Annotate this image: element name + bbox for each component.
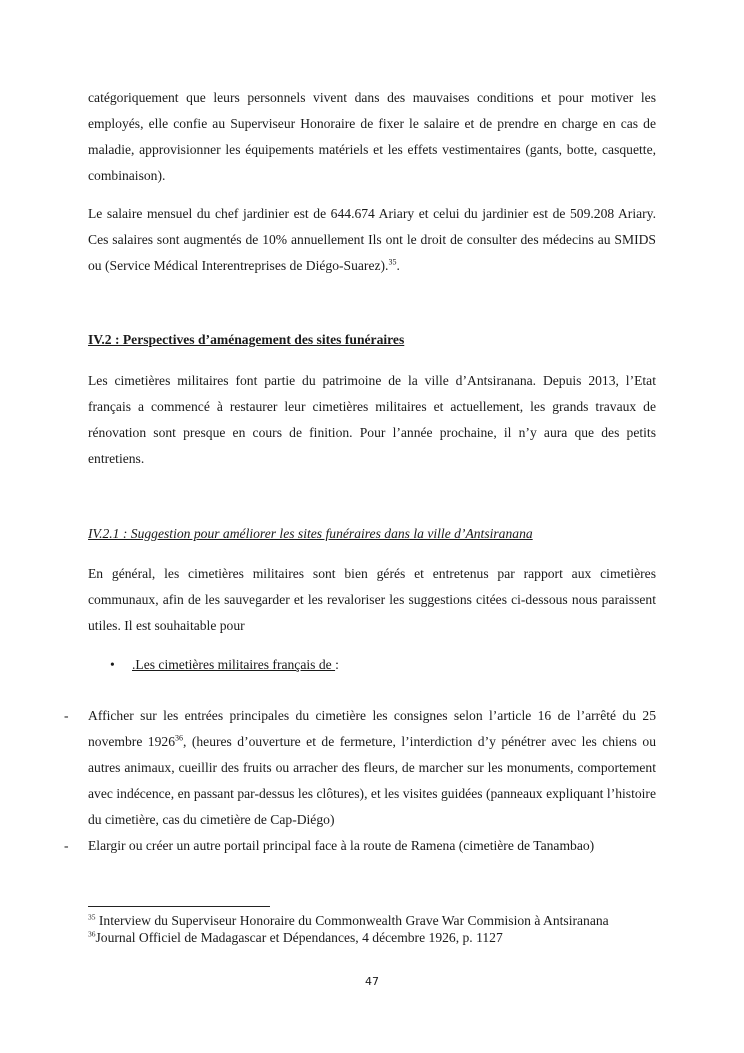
- paragraph-1: catégoriquement que leurs personnels vivent dans des mauvaises conditions et pour motiver les employés, elle confie au Superviseur Honoraire de fixer le salaire et de prendre en charge en cas de maladie, approvisionner les équipements matériels et les effets vestimentaires (gants, botte, casquette, combinaison).: [88, 90, 656, 183]
- footnote-separator: [88, 906, 270, 907]
- footnotes: [88, 912, 648, 946]
- paragraph-2-text: Le salaire mensuel du chef jardinier est de 644.674 Ariary et celui du jardinier est de 509.208 Ariary. Ces salaires sont augmentés de 10% annuellement Ils ont le droit de consulter des médecins au SMIDS ou (Service Médical Interentreprises de Diégo-Suarez).: [88, 206, 656, 273]
- list-item-text: Elargir ou créer un autre portail principal face à la route de Ramena (cimetière de Tanambao): [88, 838, 595, 853]
- list-item: [64, 703, 656, 833]
- list-item: [64, 833, 656, 859]
- paragraph-2: [88, 201, 656, 279]
- bullet-item: [110, 657, 339, 673]
- section-heading-iv2: IV.2 : Perspectives d’aménagement des sites funéraires: [88, 332, 405, 347]
- bullet-icon: •: [110, 657, 115, 672]
- dash-marker: -: [64, 838, 69, 853]
- list-item-text: Afficher sur les entrées principales du cimetière les consignes selon l’article 16 de l’arrêté du 25 novembre 1926: [88, 708, 656, 749]
- paragraph-3: Les cimetières militaires font partie du patrimoine de la ville d’Antsiranana. Depuis 2013, l’Etat français a commencé à restaurer leur cimetières militaires et actuellement, les grands travaux de rénovation sont presque en cours de finition. Pour l’année prochaine, il n’y aura que des petits entretiens.: [88, 373, 656, 466]
- dash-marker: -: [64, 708, 69, 723]
- list-item-text-after: , (heures d’ouverture et de fermeture, l’interdiction d’y pénétrer avec les chiens ou autres animaux, cueillir des fruits ou arracher des fleurs, de marcher sur les monuments, comportement avec indécence, en passant par-dessus les clôtures), et les visites guidées (panneaux expliquant l’histoire du cimetière, cas du cimetière de Cap-Diégo): [88, 734, 656, 827]
- paragraph-2-tail: .: [396, 258, 400, 273]
- bullet-label: .Les cimetières militaires français de: [132, 657, 336, 672]
- paragraph-4: En général, les cimetières militaires sont bien gérés et entretenus par rapport aux cimetières communaux, afin de les sauvegarder et les revaloriser les suggestions citées ci-dessous nous paraissent utiles. Il est souhaitable pour: [88, 566, 656, 633]
- subsection-heading-iv21: IV.2.1 : Suggestion pour améliorer les sites funéraires dans la ville d’Antsiranana: [88, 526, 533, 541]
- bullet-tail: :: [335, 657, 339, 672]
- footnote-36: $^{36}$Journal Officiel de Madagascar et Dépendances, 4 décembre 1926, p. 1127: [88, 929, 503, 945]
- page-number: 47: [365, 975, 379, 988]
- footnote-35: $^{35}$ Interview du Superviseur Honoraire du Commonwealth Grave War Commision à Antsiranana: [88, 912, 609, 928]
- footnote-ref-35[interactable]: 35: [388, 257, 397, 267]
- footnote-ref-36[interactable]: 36: [175, 733, 183, 743]
